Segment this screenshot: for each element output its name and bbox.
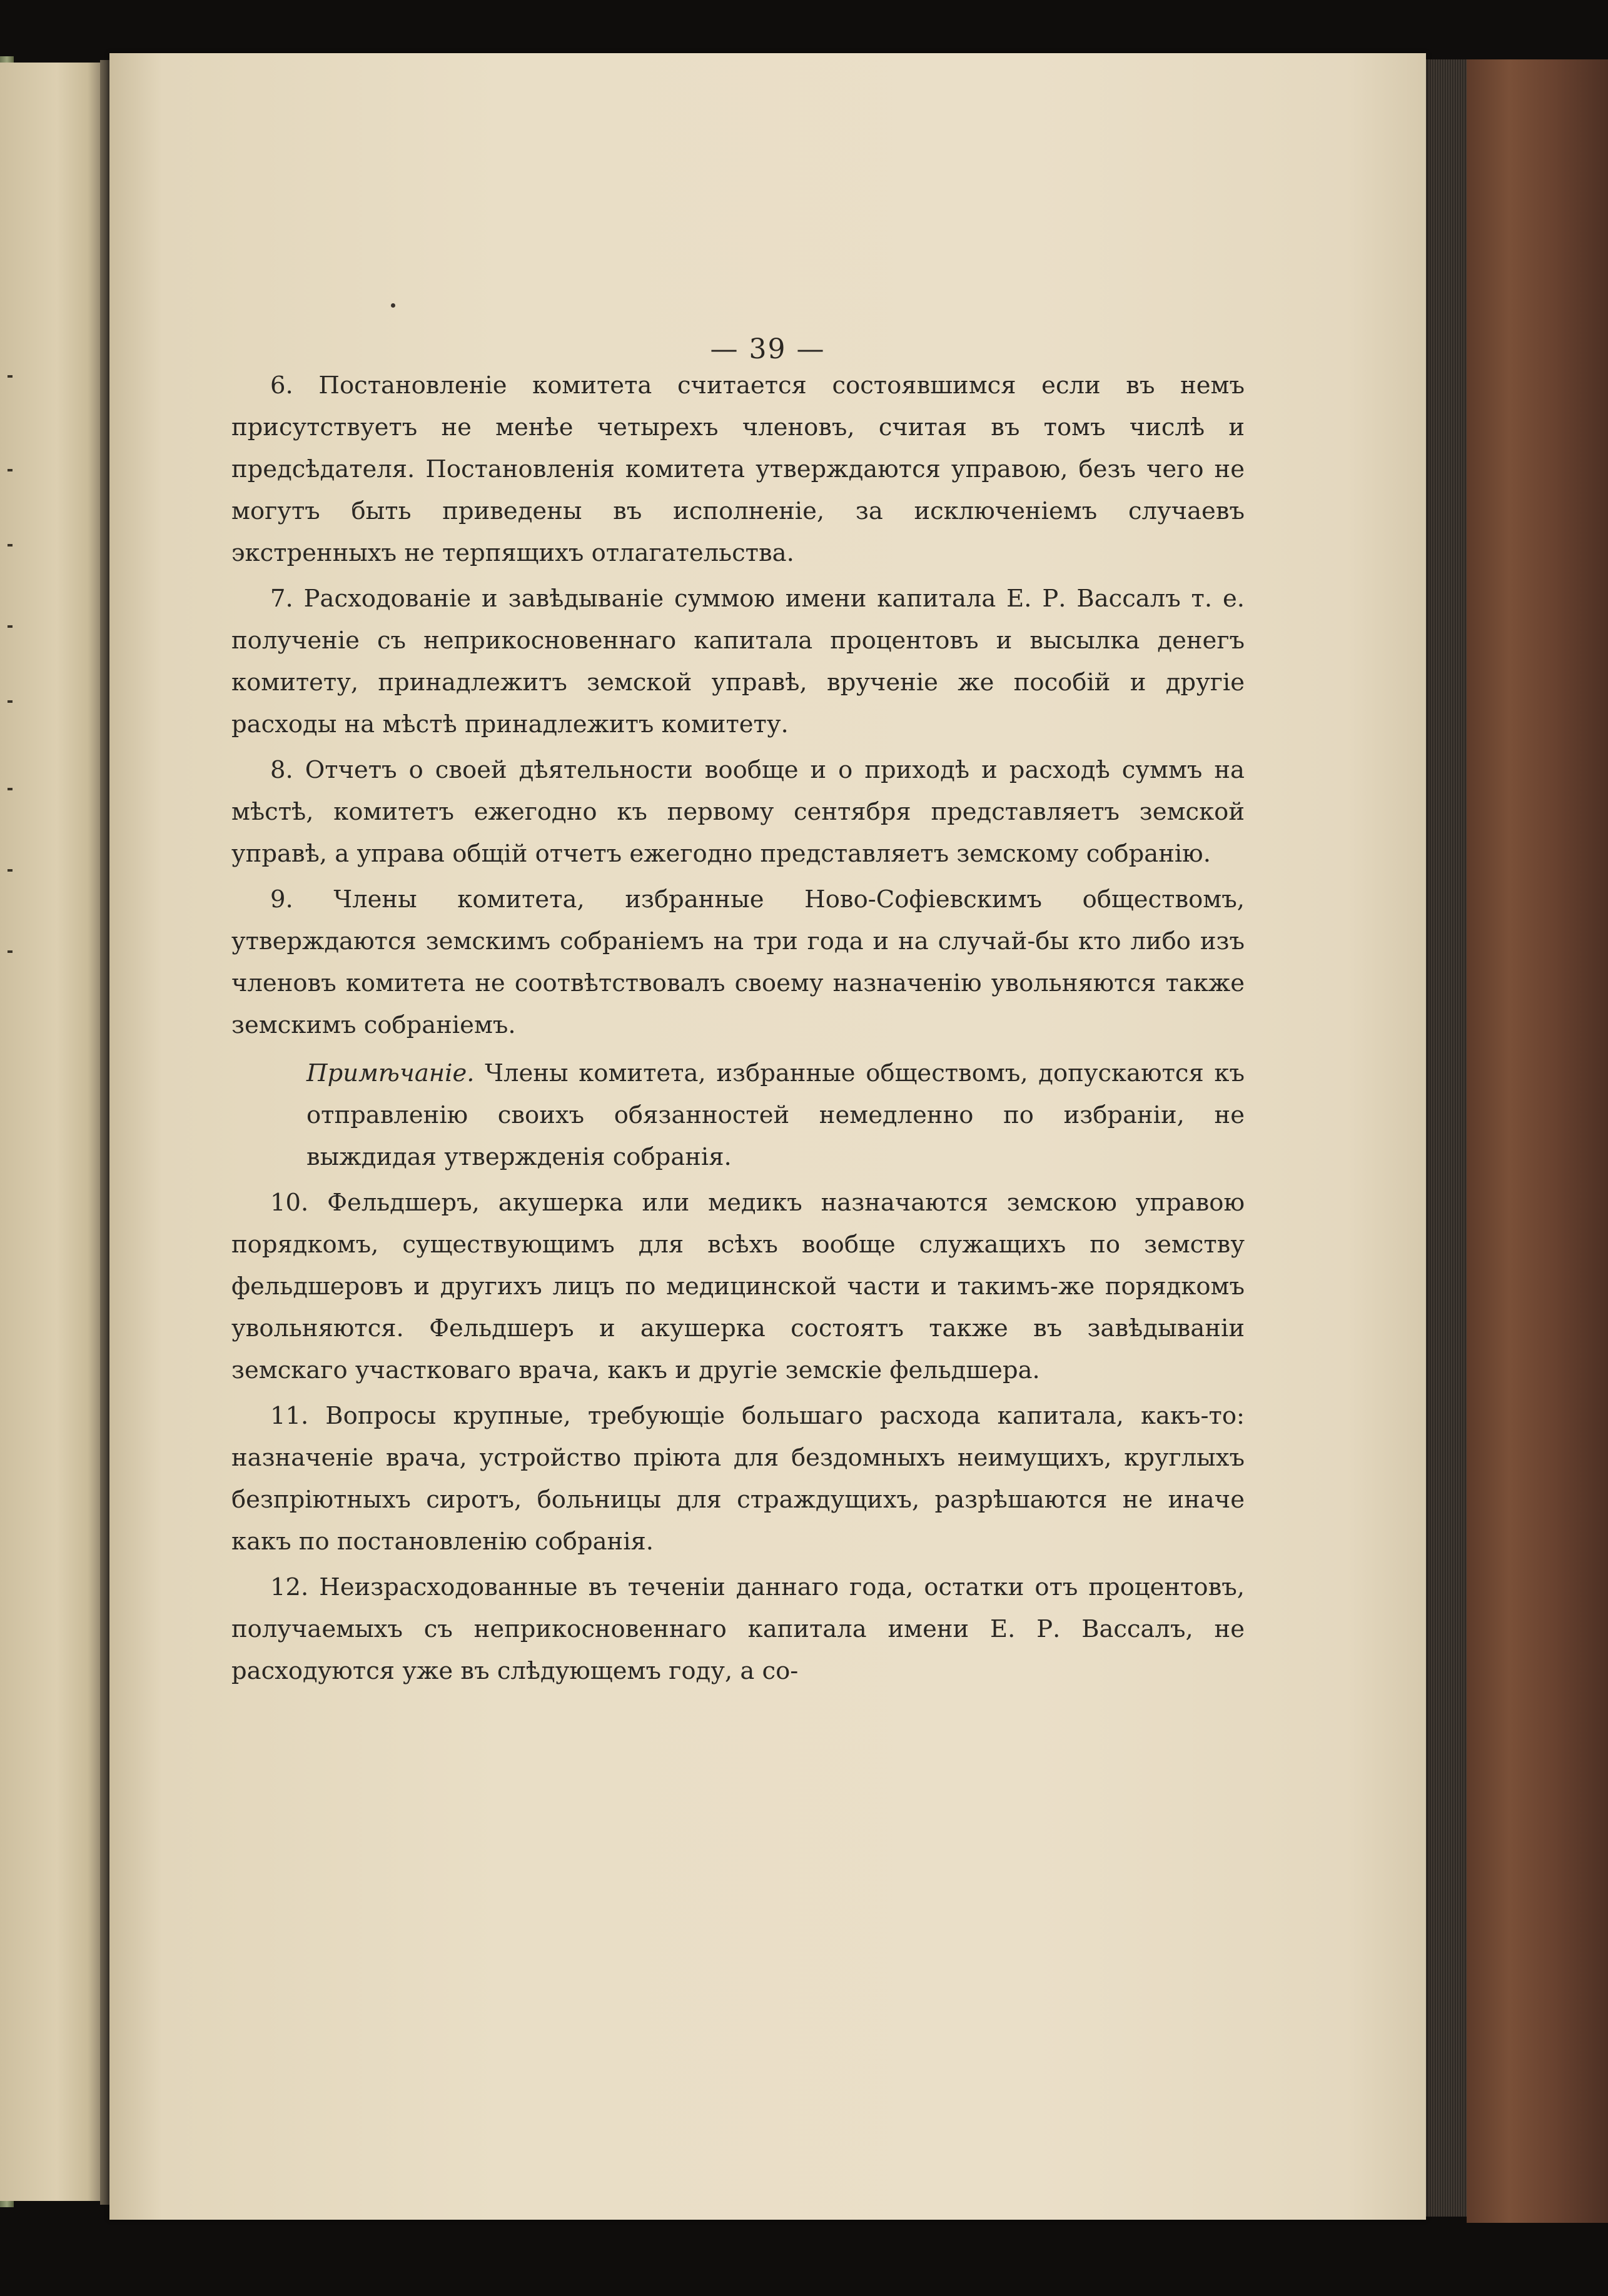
book-page	[109, 53, 1426, 2220]
paragraph-11: 11. Вопросы крупные, требующіе большаго расхода капитала, какъ-то: назначеніе врача, устройство пріюта для бездомныхъ неимущихъ, круглыхъ безпріютныхъ сиротъ, больницы для страждущихъ, разрѣшаются не иначе какъ по постановленію собранія.	[231, 1402, 1245, 1556]
paragraph-9: 9. Члены комитета, избранные Ново-Софіевскимъ обществомъ, утверждаются земскимъ собраніемъ на три года и на случай-бы кто либо изъ членовъ комитета не соотвѣтствовалъ своему назначенію увольняются также земскимъ собраніемъ.	[231, 885, 1245, 1039]
paragraph-12: 12. Неизрасходованные въ теченіи даннаго года, остатки отъ процентовъ, получаемыхъ съ неприкосновеннаго капитала имени Е. Р. Вассалъ, не расходуются уже въ слѣдующемъ году, а со-	[231, 1573, 1245, 1685]
ink-dot	[391, 303, 395, 308]
page-number: — 39 —	[710, 333, 826, 365]
paragraph-10: 10. Фельдшеръ, акушерка или медикъ назначаются земскою управою порядкомъ, существующимъ для всѣхъ вообще служащихъ по земству фельдшеровъ и другихъ лицъ по медицинской части и такимъ-же порядкомъ увольняются. Фельдшеръ и акушерка состоятъ также въ завѣдываніи земскаго участковаго врача, какъ и другіе земскіе фельдшера.	[231, 1189, 1245, 1384]
paragraph-8: 8. Отчетъ о своей дѣятельности вообще и о приходѣ и расходѣ суммъ на мѣстѣ, комитетъ ежегодно къ первому сентября представляетъ земской управѣ, а управа общій отчетъ ежегодно представляетъ земскому собранію.	[231, 756, 1245, 868]
book-page-edges	[1423, 59, 1467, 2217]
left-page-marks	[0, 350, 19, 1226]
note-paragraph	[231, 1052, 1245, 1178]
body-text	[231, 365, 1245, 1696]
book-cover	[1467, 59, 1608, 2223]
note-label: Примѣчаніе.	[306, 1059, 475, 1087]
paragraph-6: 6. Постановленіе комитета считается состоявшимся если въ немъ присутствуетъ не менѣе четырехъ членовъ, считая въ томъ числѣ и предсѣдателя. Постановленія комитета утверждаются управою, безъ чего не могутъ быть приведены въ исполненіе, за исключеніемъ случаевъ экстренныхъ не терпящихъ отлагательства.	[231, 371, 1245, 567]
paragraph-7: 7. Расходованіе и завѣдываніе суммою имени капитала Е. Р. Вассалъ т. е. полученіе съ неприкосновеннаго капитала процентовъ и высылка денегъ комитету, принадлежитъ земской управѣ, врученіе же пособій и другіе расходы на мѣстѣ принадлежитъ комитету.	[231, 585, 1245, 738]
note-text: Члены комитета, избранные обществомъ, допускаются къ отправленію своихъ обязанностей немедленно по избраніи, не выждидая утвержденія собранія.	[306, 1059, 1245, 1171]
